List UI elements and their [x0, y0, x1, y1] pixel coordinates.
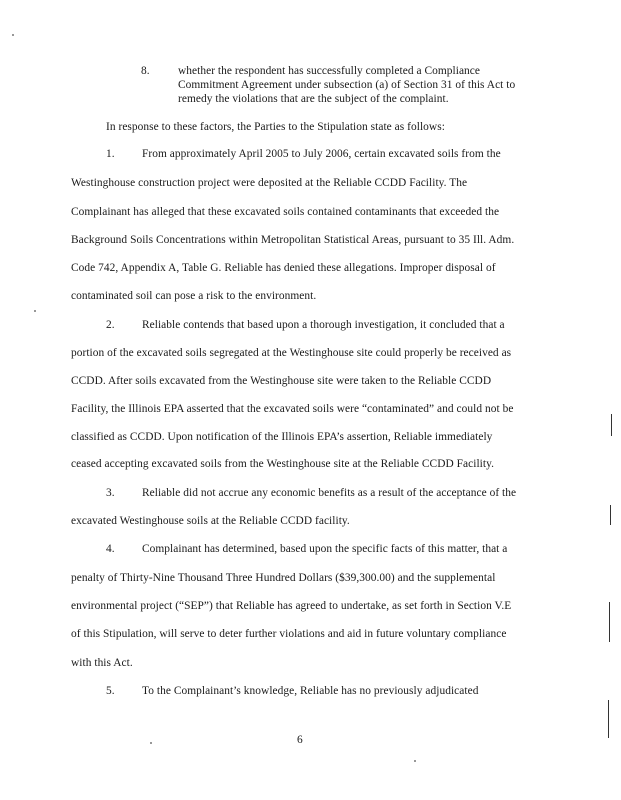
scan-mark [609, 602, 610, 642]
paragraph-line: contaminated soil can pose a risk to the environment. [71, 290, 317, 302]
scan-dot [12, 34, 14, 36]
list-item-line: whether the respondent has successfully completed a Compliance [178, 65, 481, 77]
paragraph-line: Background Soils Concentrations within Metropolitan Statistical Areas, pursuant to 35 Ill. Adm. [71, 234, 515, 246]
paragraph-line: Complainant has alleged that these excavated soils contained contaminants that exceeded the [71, 206, 500, 218]
scan-dot [414, 760, 416, 762]
scan-mark [610, 505, 611, 525]
paragraph-line: penalty of Thirty-Nine Thousand Three Hundred Dollars ($39,300.00) and the supplemental [71, 572, 496, 584]
paragraph-number: 3. [106, 487, 115, 499]
scan-dot [34, 310, 36, 312]
scan-mark [608, 700, 609, 738]
intro-text: In response to these factors, the Parties to the Stipulation state as follows: [106, 121, 445, 133]
paragraph-line: environmental project (“SEP”) that Reliable has agreed to undertake, as set forth in Section V.E [71, 600, 512, 612]
paragraph-line: To the Complainant’s knowledge, Reliable has no previously adjudicated [142, 685, 479, 697]
paragraph-line: portion of the excavated soils segregated at the Westinghouse site could properly be received as [71, 347, 512, 359]
paragraph-line: Facility, the Illinois EPA asserted that the excavated soils were “contaminated” and could not be [71, 403, 514, 415]
paragraph-line: CCDD. After soils excavated from the Westinghouse site were taken to the Reliable CCDD [71, 375, 492, 387]
paragraph-line: ceased accepting excavated soils from the Westinghouse site at the Reliable CCDD Facility. [71, 458, 495, 470]
paragraph-line: classified as CCDD. Upon notification of the Illinois EPA’s assertion, Reliable immediately [71, 431, 493, 443]
paragraph-line: Complainant has determined, based upon the specific facts of this matter, that a [142, 543, 508, 555]
paragraph-line: with this Act. [71, 657, 133, 669]
paragraph-line: excavated Westinghouse soils at the Reliable CCDD facility. [71, 515, 350, 527]
paragraph-number: 2. [106, 319, 115, 331]
scan-dot [150, 742, 152, 744]
paragraph-line: From approximately April 2005 to July 2006, certain excavated soils from the [142, 148, 501, 160]
paragraph-line: Reliable did not accrue any economic benefits as a result of the acceptance of the [142, 487, 517, 499]
scan-mark [611, 414, 612, 436]
paragraph-number: 1. [106, 148, 115, 160]
paragraph-line: of this Stipulation, will serve to deter further violations and aid in future voluntary compliance [71, 628, 507, 640]
paragraph-line: Code 742, Appendix A, Table G. Reliable has denied these allegations. Improper disposal of [71, 262, 496, 274]
paragraph-line: Reliable contends that based upon a thorough investigation, it concluded that a [142, 319, 505, 331]
page-number: 6 [297, 734, 303, 746]
list-item-number: 8. [141, 65, 150, 77]
paragraph-line: Westinghouse construction project were deposited at the Reliable CCDD Facility. The [71, 177, 468, 189]
list-item-line: Commitment Agreement under subsection (a) of Section 31 of this Act to [178, 79, 516, 91]
paragraph-number: 4. [106, 543, 115, 555]
list-item-line: remedy the violations that are the subject of the complaint. [178, 93, 449, 105]
paragraph-number: 5. [106, 685, 115, 697]
